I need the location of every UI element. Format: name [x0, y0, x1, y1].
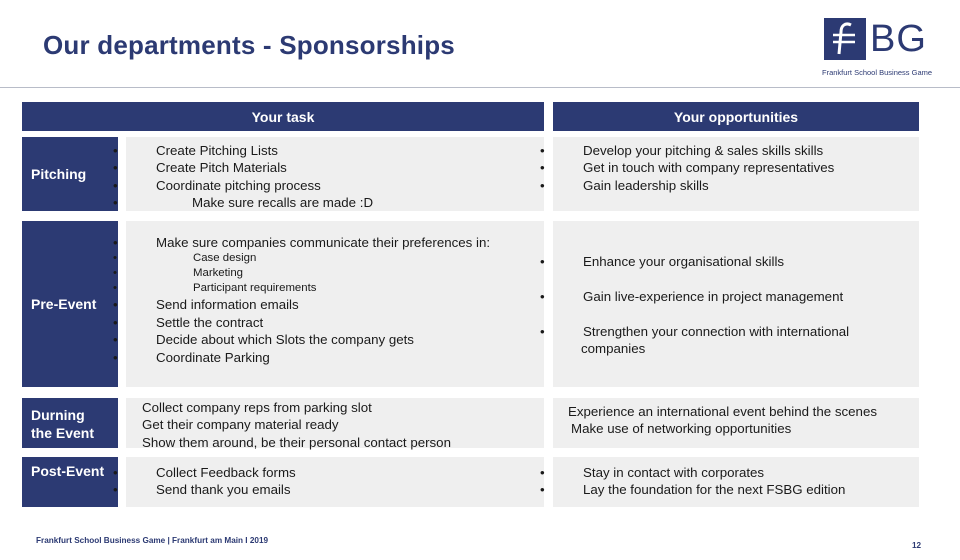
list-subitem: • Marketing	[126, 266, 544, 281]
slide-title: Our departments - Sponsorships	[43, 30, 455, 60]
task-line: Collect company reps from parking slot	[142, 400, 372, 415]
list-item: • Send information emails	[126, 296, 544, 313]
list-item: • Lay the foundation for the next FSBG edition	[553, 481, 919, 498]
list-item: • Get in touch with company representatives	[553, 159, 919, 176]
during-event-opportunities-cell	[553, 398, 919, 448]
row-label-line: Durning	[31, 407, 85, 423]
list-subitem: • Make sure recalls are made :D	[126, 194, 544, 211]
list-item-continuation: companies	[581, 341, 646, 357]
row-label-during-event	[22, 398, 118, 448]
page-number: 12	[912, 541, 922, 550]
fsbg-logo	[822, 18, 933, 80]
title-divider	[0, 87, 960, 88]
opportunity-line: Experience an international event behind the scenes	[568, 404, 877, 419]
list-item: • Settle the contract	[126, 314, 544, 331]
task-line: Get their company material ready	[142, 417, 339, 433]
post-event-task-cell	[126, 457, 544, 507]
list-item: • Make sure companies communicate their preferences in:	[126, 234, 544, 251]
list-item: • Decide about which Slots the company gets	[126, 331, 544, 348]
logo-subtitle: Frankfurt School Business Game	[822, 68, 933, 77]
pitching-task-cell	[126, 137, 544, 211]
list-item: • Enhance your organisational skills	[553, 253, 919, 270]
list-item: • Strengthen your connection with international	[553, 323, 919, 340]
logo-letters: BG	[870, 18, 927, 60]
list-item: • Stay in contact with corporates	[553, 464, 919, 481]
header-your-task: Your task	[22, 102, 544, 131]
during-event-task-cell	[126, 398, 544, 448]
row-label-pitching: Pitching	[22, 137, 118, 211]
list-item: • Create Pitch Materials	[126, 159, 544, 176]
list-item: • Gain leadership skills	[553, 177, 919, 194]
pre-event-opportunities-cell	[553, 221, 919, 387]
slide-footer: Frankfurt School Business Game | Frankfurt am Main I 2019	[36, 536, 269, 545]
list-item: • Develop your pitching & sales skills skills	[553, 142, 919, 159]
list-subitem: • Participant requirements	[126, 281, 544, 296]
pre-event-task-cell	[126, 221, 544, 387]
row-label-pre-event: Pre-Event	[22, 221, 118, 387]
fs-symbol-icon	[824, 18, 866, 60]
list-item: • Coordinate pitching process	[126, 177, 544, 194]
list-item: • Send thank you emails	[126, 481, 544, 498]
row-label-line: the Event	[31, 425, 95, 441]
header-your-opportunities: Your opportunities	[553, 102, 919, 131]
pitching-opportunities-cell	[553, 137, 919, 211]
post-event-opportunities-cell	[553, 457, 919, 507]
task-line: Show them around, be their personal contact person	[142, 434, 451, 450]
list-item: • Create Pitching Lists	[126, 142, 544, 159]
list-item: • Collect Feedback forms	[126, 464, 544, 481]
list-item: • Gain live-experience in project management	[553, 288, 919, 305]
list-item: • Coordinate Parking	[126, 349, 544, 366]
row-label-post-event: Post-Event	[22, 457, 118, 507]
opportunity-line: Make use of networking opportunities	[571, 421, 792, 437]
list-subitem: • Case design	[126, 251, 544, 266]
